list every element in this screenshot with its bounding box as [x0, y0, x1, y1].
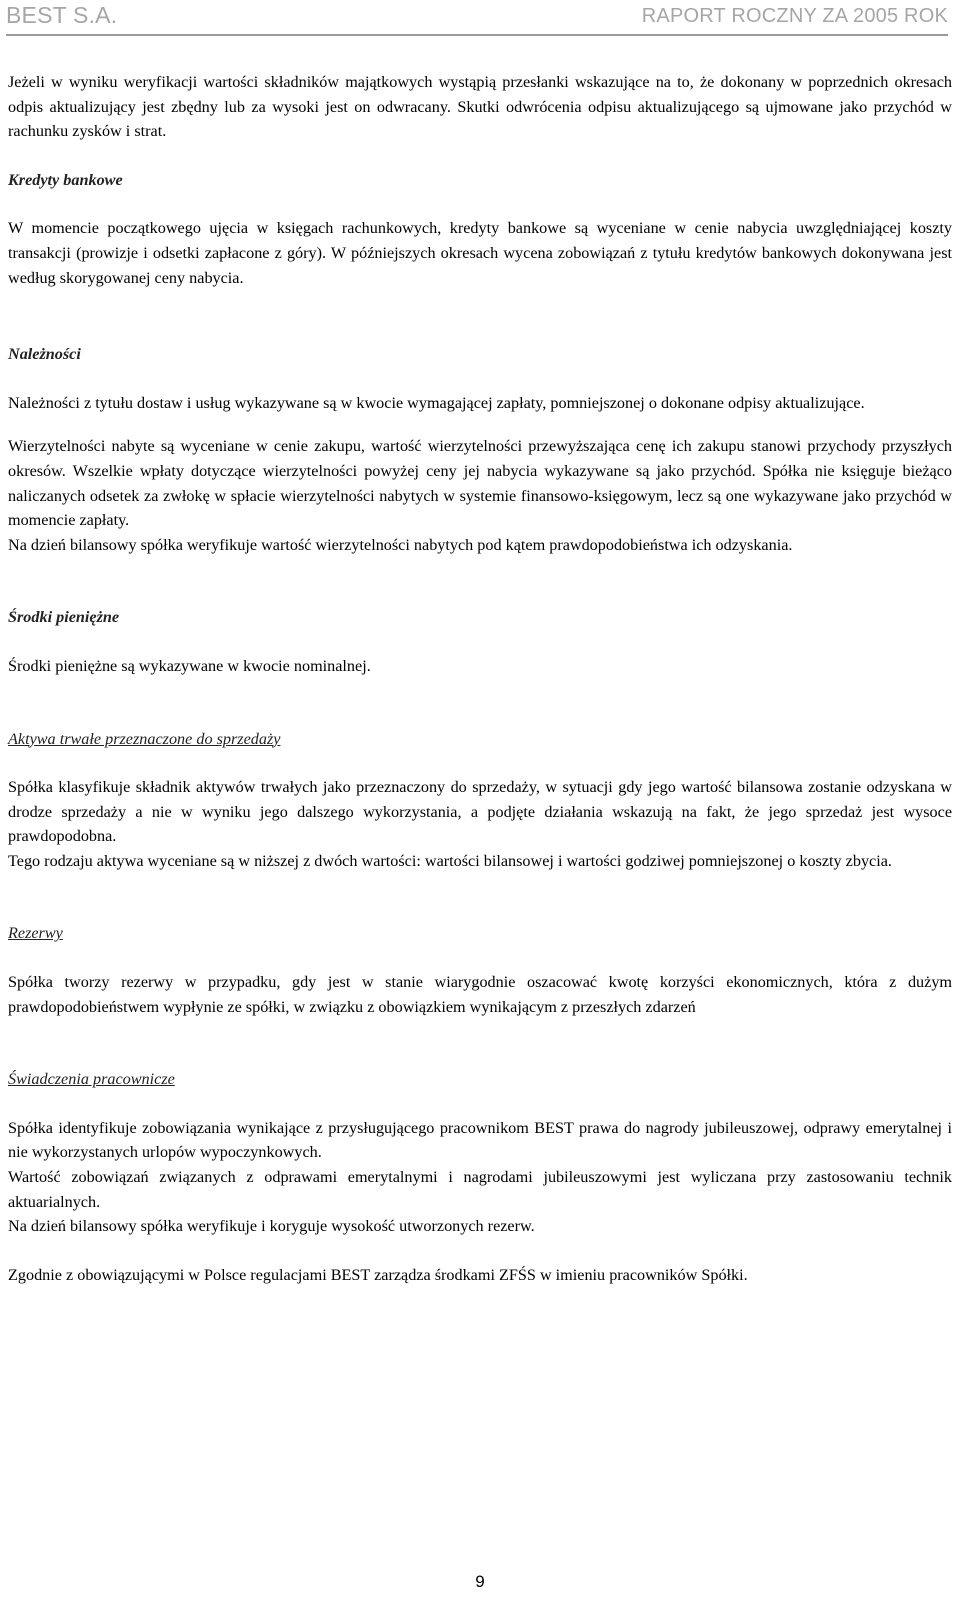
page-number: 9	[475, 1572, 485, 1591]
rezerwy-paragraph: Spółka tworzy rezerwy w przypadku, gdy jest w stanie wiarygodnie oszacować kwotę korzyści ekonomicznych, która z dużym prawdopodobieństwem wypłynie ze spółki, w związku z obowiązkiem wynikającym z przeszłych zdarzeń	[8, 973, 952, 1016]
section-heading-srodki: Środki pieniężne	[8, 608, 120, 627]
section-heading-swiadczenia: Świadczenia pracownicze	[8, 1070, 175, 1089]
srodki-paragraph: Środki pieniężne są wykazywane w kwocie nominalnej.	[8, 656, 371, 675]
page-header	[0, 0, 960, 38]
document-body	[8, 70, 952, 1287]
section-heading-naleznosci: Należności	[8, 345, 81, 364]
naleznosci-paragraph-3: Na dzień bilansowy spółka weryfikuje wartość wierzytelności nabytych pod kątem prawdopodobieństwa ich odzyskania.	[8, 535, 793, 554]
aktywa-paragraph-1: Spółka klasyfikuje składnik aktywów trwałych jako przeznaczony do sprzedaży, w sytuacji gdy jego wartość bilansowa zostanie odzyskana w drodze sprzedaży a nie w wyniku jego dalszego wykorzystania, a podjęte działania wskazują na fakt, że jego sprzedaż jest wysoce prawdopodobna.	[8, 778, 952, 846]
intro-paragraph: Jeżeli w wyniku weryfikacji wartości składników majątkowych wystąpią przesłanki wskazujące na to, że dokonany w poprzednich okresach odpis aktualizujący jest zbędny lub za wysoki jest on odwracany. Skutki odwrócenia odpisu aktualizującego są ujmowane jako przychód w rachunku zysków i strat.	[8, 73, 952, 141]
swiadczenia-paragraph-2: Wartość zobowiązań związanych z odprawami emerytalnymi i nagrodami jubileuszowymi jest wyliczana przy zastosowaniu technik aktuarialnych.	[8, 1168, 952, 1211]
swiadczenia-paragraph-1: Spółka identyfikuje zobowiązania wynikające z przysługującego pracownikom BEST prawa do nagrody jubileuszowej, odprawy emerytalnej i nie wykorzystanych urlopów wypoczynkowych.	[8, 1118, 952, 1162]
kredyty-paragraph: W momencie początkowego ujęcia w księgach rachunkowych, kredyty bankowe są wyceniane w cenie nabycia uwzględniającej koszty transakcji (prowizje i odsetki zapłacone z góry). W późniejszych okresach wycena zobowiązań z tytułu kredytów bankowych dokonywana jest według skorygowanej ceny nabycia.	[8, 219, 952, 287]
header-divider	[6, 34, 948, 36]
swiadczenia-paragraph-4: Zgodnie z obowiązującymi w Polsce regulacjami BEST zarządza środkami ZFŚS w imieniu pracowników Spółki.	[8, 1265, 748, 1284]
section-heading-rezerwy: Rezerwy	[8, 924, 63, 943]
company-name: BEST S.A.	[6, 2, 118, 28]
report-title: RAPORT ROCZNY ZA 2005 ROK	[641, 5, 948, 27]
swiadczenia-paragraph-3: Na dzień bilansowy spółka weryfikuje i koryguje wysokość utworzonych rezerw.	[8, 1217, 535, 1236]
section-heading-aktywa: Aktywa trwałe przeznaczone do sprzedaży	[8, 729, 281, 748]
aktywa-paragraph-2: Tego rodzaju aktywa wyceniane są w niższej z dwóch wartości: wartości bilansowej i wartości godziwej pomniejszonej o koszty zbycia.	[8, 851, 892, 870]
naleznosci-paragraph-2: Wierzytelności nabyte są wyceniane w cenie zakupu, wartość wierzytelności przewyższająca cenę ich zakupu stanowi przychody przyszłych okresów. Wszelkie wpłaty dotyczące wierzytelności powyżej ceny jej nabycia wykazywane są jako przychód. Spółka nie księguje bieżąco naliczanych odsetek za zwłokę w spłacie wierzytelności nabytych w systemie finansowo-księgowym, lecz są one wykazywane jako przychód w momencie zapłaty.	[8, 437, 952, 530]
naleznosci-paragraph-1: Należności z tytułu dostaw i usług wykazywane są w kwocie wymagającej zapłaty, pomniejszonej o dokonane odpisy aktualizujące.	[8, 393, 865, 412]
section-heading-kredyty: Kredyty bankowe	[8, 170, 123, 189]
